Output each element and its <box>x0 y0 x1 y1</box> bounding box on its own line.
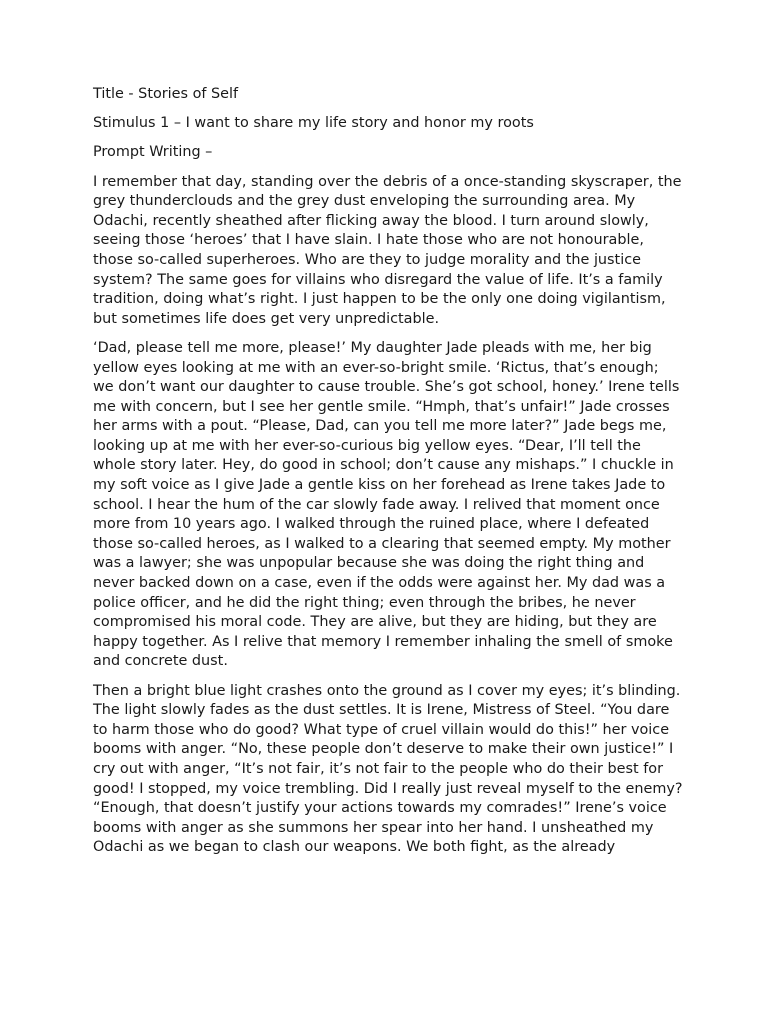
body-paragraph-3: Then a bright blue light crashes onto the ground as I cover my eyes; it’s blinding. The light slowly fades as the dust settles. It is Irene, Mistress of Steel. “You dare to harm those who do good? What type of cruel villain would do this!” her voice booms with anger. “No, these people don’t deserve to make their own justice!” I cry out with anger, “It’s not fair, it’s not fair to the people who do their best for good! I stopped, my voice trembling. Did I really just reveal myself to the enemy? “Enough, that doesn’t justify your actions towards my comrades!” Irene’s voice booms with anger as she summons her spear into her hand. I unsheathed my Odachi as we began to clash our weapons. We both fight, as the already <box>93 682 683 856</box>
document-page <box>93 85 683 868</box>
body-paragraph-1: I remember that day, standing over the debris of a once-standing skyscraper, the grey thunderclouds and the grey dust enveloping the surrounding area. My Odachi, recently sheathed after flicking away the blood. I turn around slowly, seeing those ‘heroes’ that I have slain. I hate those who are not honourable, those so-called superheroes. Who are they to judge morality and the justice system? The same goes for villains who disregard the value of life. It’s a family tradition, doing what’s right. I just happen to be the only one doing vigilantism, but sometimes life does get very unpredictable. <box>93 173 682 327</box>
prompt-label: Prompt Writing – <box>93 144 213 161</box>
body-paragraph-2: ‘Dad, please tell me more, please!’ My daughter Jade pleads with me, her big yellow eyes looking at me with an ever-so-bright smile. ‘Rictus, that’s enough; we don’t want our daughter to cause trouble. She’s got school, honey.’ Irene tells me with concern, but I see her gentle smile. “Hmph, that’s unfair!” Jade crosses her arms with a pout. “Please, Dad, can you tell me more later?” Jade begs me, looking up at me with her ever-so-curious big yellow eyes. “Dear, I’ll tell the whole story later. Hey, do good in school; don’t cause any mishaps.” I chuckle in my soft voice as I give Jade a gentle kiss on her forehead as Irene takes Jade to school. I hear the hum of the car slowly fade away. I relived that moment once more from 10 years ago. I walked through the ruined place, where I defeated those so-called heroes, as I walked to a clearing that seemed empty. My mother was a lawyer; she was unpopular because she was doing the right thing and never backed down on a case, even if the odds were against her. My dad was a police officer, and he did the right thing; even through the bribes, he never compromised his moral code. They are alive, but they are hiding, but they are happy together. As I relive that memory I remember inhaling the smell of smoke and concrete dust. <box>93 339 680 670</box>
stimulus-line: Stimulus 1 – I want to share my life story and honor my roots <box>93 115 534 132</box>
document-title: Title - Stories of Self <box>93 86 239 102</box>
